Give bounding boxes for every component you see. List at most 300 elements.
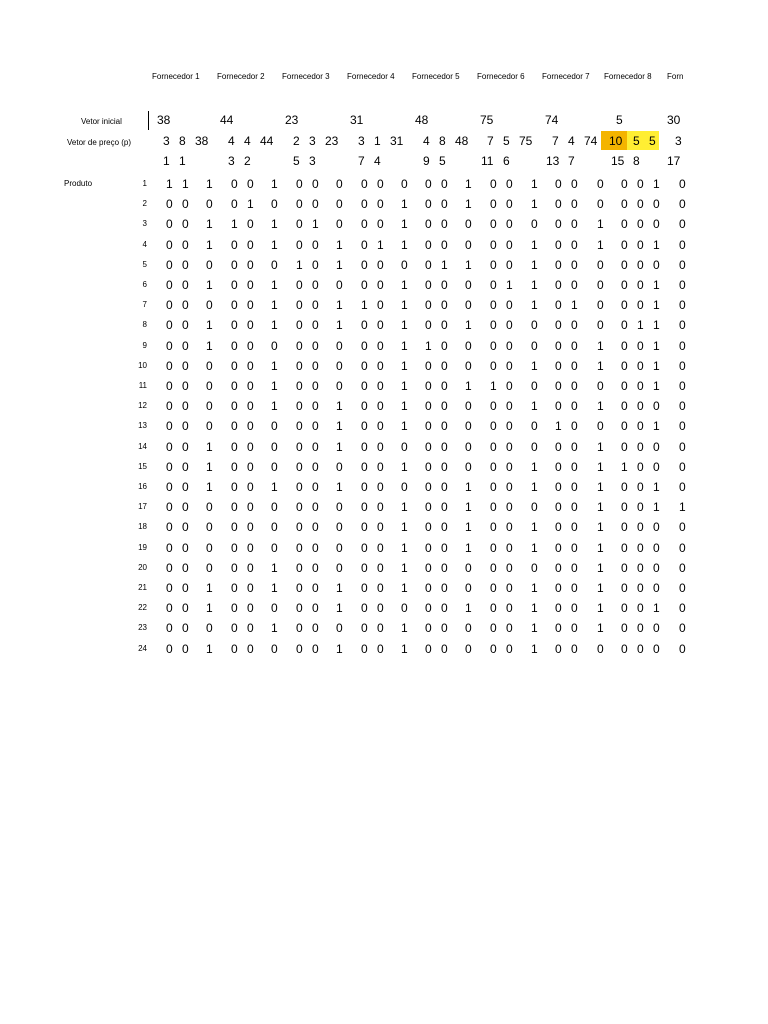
matrix-cell[interactable]: 0	[377, 581, 384, 595]
matrix-cell[interactable]: 0	[425, 621, 432, 636]
matrix-cell[interactable]: 0	[312, 520, 319, 535]
matrix-cell[interactable]: 1	[637, 318, 644, 333]
matrix-cell[interactable]: 1	[336, 298, 343, 313]
matrix-cell[interactable]: 1	[597, 581, 604, 595]
matrix-cell[interactable]: 0	[441, 560, 448, 575]
matrix-cell[interactable]: 0	[465, 641, 472, 656]
matrix-cell[interactable]: 0	[506, 520, 513, 535]
matrix-cell[interactable]: 0	[555, 399, 562, 414]
matrix-cell[interactable]: 0	[506, 197, 513, 212]
matrix-cell[interactable]: 0	[425, 379, 432, 393]
matrix-cell[interactable]: 0	[206, 560, 213, 575]
initial-vector-value[interactable]: 38	[157, 113, 171, 127]
matrix-cell[interactable]: 1	[465, 379, 472, 393]
matrix-cell[interactable]: 0	[555, 197, 562, 212]
matrix-cell[interactable]: 0	[555, 621, 562, 636]
matrix-cell[interactable]: 0	[441, 500, 448, 515]
initial-vector-value[interactable]: 5	[616, 113, 623, 127]
matrix-cell[interactable]: 0	[425, 197, 432, 212]
matrix-cell[interactable]: 0	[166, 379, 173, 393]
matrix-cell[interactable]: 0	[637, 217, 644, 232]
matrix-cell[interactable]: 0	[336, 379, 343, 393]
matrix-cell[interactable]: 0	[271, 500, 278, 515]
matrix-cell[interactable]: 0	[182, 257, 189, 272]
matrix-cell[interactable]: 0	[571, 217, 578, 232]
matrix-cell[interactable]: 1	[231, 217, 238, 232]
matrix-cell[interactable]: 0	[271, 197, 278, 212]
matrix-cell[interactable]: 0	[377, 217, 384, 232]
matrix-cell[interactable]: 0	[425, 540, 432, 555]
matrix-cell[interactable]: 0	[597, 379, 604, 393]
matrix-cell[interactable]: 0	[531, 338, 538, 353]
matrix-cell[interactable]: 0	[597, 197, 604, 212]
matrix-cell[interactable]: 1	[531, 520, 538, 535]
matrix-cell[interactable]: 0	[231, 480, 238, 494]
matrix-cell[interactable]: 0	[377, 278, 384, 292]
matrix-cell[interactable]: 0	[296, 439, 303, 454]
matrix-cell[interactable]: 1	[336, 439, 343, 454]
matrix-cell[interactable]: 0	[621, 257, 628, 272]
matrix-cell[interactable]: 1	[531, 621, 538, 636]
matrix-cell[interactable]: 0	[361, 439, 368, 454]
matrix-cell[interactable]: 0	[465, 298, 472, 313]
matrix-cell[interactable]: 1	[206, 581, 213, 595]
matrix-cell[interactable]: 0	[231, 459, 238, 474]
price-vector-value[interactable]: 3	[163, 134, 170, 148]
price-vector-value[interactable]: 5	[649, 134, 656, 148]
matrix-cell[interactable]: 1	[247, 197, 254, 212]
matrix-cell[interactable]: 0	[377, 480, 384, 494]
price-vector-index[interactable]: 7	[358, 154, 365, 168]
matrix-cell[interactable]: 0	[231, 379, 238, 393]
matrix-cell[interactable]: 0	[506, 318, 513, 333]
matrix-cell[interactable]: 0	[166, 641, 173, 656]
matrix-cell[interactable]: 0	[336, 338, 343, 353]
price-vector-value[interactable]: 74	[584, 134, 598, 148]
matrix-cell[interactable]: 0	[441, 358, 448, 373]
initial-vector-value[interactable]: 44	[220, 113, 234, 127]
matrix-cell[interactable]: 1	[597, 399, 604, 414]
matrix-cell[interactable]: 1	[597, 601, 604, 616]
matrix-cell[interactable]: 0	[555, 358, 562, 373]
matrix-cell[interactable]: 0	[441, 540, 448, 555]
matrix-cell[interactable]: 0	[312, 338, 319, 353]
initial-vector-value[interactable]: 31	[350, 113, 364, 127]
price-vector-value[interactable]: 10	[609, 134, 623, 148]
matrix-cell[interactable]: 0	[312, 237, 319, 252]
matrix-cell[interactable]: 0	[637, 177, 644, 191]
price-vector-index[interactable]: 2	[244, 154, 251, 168]
matrix-cell[interactable]: 1	[361, 298, 368, 313]
matrix-cell[interactable]: 0	[361, 641, 368, 656]
matrix-cell[interactable]: 0	[571, 641, 578, 656]
matrix-cell[interactable]: 0	[247, 480, 254, 494]
matrix-cell[interactable]: 0	[182, 560, 189, 575]
matrix-cell[interactable]: 0	[312, 621, 319, 636]
matrix-cell[interactable]: 0	[182, 459, 189, 474]
matrix-cell[interactable]: 0	[653, 439, 660, 454]
matrix-cell[interactable]: 0	[182, 641, 189, 656]
matrix-cell[interactable]: 0	[231, 621, 238, 636]
matrix-cell[interactable]: 0	[653, 641, 660, 656]
matrix-cell[interactable]: 0	[312, 560, 319, 575]
matrix-cell[interactable]: 1	[653, 298, 660, 313]
matrix-cell[interactable]: 0	[296, 540, 303, 555]
matrix-cell[interactable]: 0	[465, 237, 472, 252]
matrix-cell[interactable]: 0	[571, 540, 578, 555]
matrix-cell[interactable]: 0	[336, 197, 343, 212]
matrix-cell[interactable]: 0	[621, 621, 628, 636]
matrix-cell[interactable]: 0	[441, 318, 448, 333]
matrix-cell[interactable]: 0	[441, 480, 448, 494]
matrix-cell[interactable]: 0	[571, 237, 578, 252]
matrix-cell[interactable]: 0	[206, 298, 213, 313]
matrix-cell[interactable]: 1	[597, 338, 604, 353]
matrix-cell[interactable]: 0	[637, 257, 644, 272]
price-vector-index[interactable]: 1	[163, 154, 170, 168]
matrix-cell[interactable]: 0	[571, 560, 578, 575]
matrix-cell[interactable]: 0	[425, 399, 432, 414]
matrix-cell[interactable]: 0	[312, 439, 319, 454]
matrix-cell[interactable]: 1	[401, 358, 408, 373]
matrix-cell[interactable]: 1	[401, 197, 408, 212]
matrix-cell[interactable]: 0	[206, 399, 213, 414]
matrix-cell[interactable]: 0	[653, 257, 660, 272]
matrix-cell[interactable]: 0	[377, 540, 384, 555]
matrix-cell[interactable]: 0	[166, 237, 173, 252]
matrix-cell[interactable]: 0	[621, 217, 628, 232]
matrix-cell[interactable]: 0	[490, 217, 497, 232]
matrix-cell[interactable]: 0	[271, 641, 278, 656]
matrix-cell[interactable]: 1	[401, 560, 408, 575]
matrix-cell[interactable]: 0	[312, 480, 319, 494]
matrix-cell[interactable]: 0	[597, 177, 604, 191]
matrix-cell[interactable]: 0	[621, 379, 628, 393]
matrix-cell[interactable]: 1	[271, 621, 278, 636]
matrix-cell[interactable]: 0	[377, 298, 384, 313]
matrix-cell[interactable]: 0	[571, 278, 578, 292]
matrix-cell[interactable]: 1	[653, 419, 660, 434]
matrix-cell[interactable]: 0	[490, 540, 497, 555]
matrix-cell[interactable]: 0	[621, 439, 628, 454]
matrix-cell[interactable]: 1	[597, 459, 604, 474]
price-vector-value[interactable]: 1	[374, 134, 381, 148]
matrix-cell[interactable]: 0	[231, 581, 238, 595]
matrix-cell[interactable]: 1	[336, 318, 343, 333]
matrix-cell[interactable]: 0	[679, 318, 686, 333]
matrix-cell[interactable]: 0	[296, 237, 303, 252]
matrix-cell[interactable]: 0	[166, 540, 173, 555]
matrix-cell[interactable]: 0	[377, 338, 384, 353]
matrix-cell[interactable]: 0	[637, 197, 644, 212]
matrix-cell[interactable]: 0	[465, 358, 472, 373]
matrix-cell[interactable]: 0	[637, 358, 644, 373]
matrix-cell[interactable]: 0	[490, 641, 497, 656]
matrix-cell[interactable]: 1	[336, 419, 343, 434]
matrix-cell[interactable]: 0	[597, 278, 604, 292]
price-vector-index[interactable]: 8	[633, 154, 640, 168]
matrix-cell[interactable]: 1	[653, 338, 660, 353]
matrix-cell[interactable]: 0	[490, 399, 497, 414]
matrix-cell[interactable]: 0	[271, 540, 278, 555]
matrix-cell[interactable]: 0	[312, 358, 319, 373]
matrix-cell[interactable]: 0	[441, 621, 448, 636]
matrix-cell[interactable]: 0	[247, 278, 254, 292]
matrix-cell[interactable]: 0	[441, 177, 448, 191]
matrix-cell[interactable]: 0	[312, 197, 319, 212]
matrix-cell[interactable]: 1	[206, 601, 213, 616]
matrix-cell[interactable]: 0	[465, 217, 472, 232]
matrix-cell[interactable]: 0	[166, 480, 173, 494]
matrix-cell[interactable]: 0	[621, 237, 628, 252]
price-vector-index[interactable]: 5	[439, 154, 446, 168]
matrix-cell[interactable]: 0	[425, 177, 432, 191]
matrix-cell[interactable]: 1	[465, 520, 472, 535]
price-vector-value[interactable]: 8	[179, 134, 186, 148]
matrix-cell[interactable]: 0	[425, 560, 432, 575]
matrix-cell[interactable]: 1	[653, 379, 660, 393]
matrix-cell[interactable]: 1	[206, 439, 213, 454]
matrix-cell[interactable]: 0	[506, 338, 513, 353]
matrix-cell[interactable]: 0	[166, 520, 173, 535]
matrix-cell[interactable]: 0	[621, 581, 628, 595]
matrix-cell[interactable]: 0	[247, 338, 254, 353]
matrix-cell[interactable]: 0	[506, 257, 513, 272]
matrix-cell[interactable]: 1	[401, 318, 408, 333]
matrix-cell[interactable]: 0	[679, 419, 686, 434]
matrix-cell[interactable]: 0	[231, 641, 238, 656]
matrix-cell[interactable]: 0	[312, 581, 319, 595]
matrix-cell[interactable]: 1	[597, 621, 604, 636]
matrix-cell[interactable]: 1	[401, 419, 408, 434]
matrix-cell[interactable]: 0	[637, 338, 644, 353]
matrix-cell[interactable]: 0	[206, 540, 213, 555]
matrix-cell[interactable]: 0	[490, 278, 497, 292]
matrix-cell[interactable]: 0	[506, 500, 513, 515]
matrix-cell[interactable]: 0	[555, 560, 562, 575]
price-vector-value[interactable]: 7	[487, 134, 494, 148]
matrix-cell[interactable]: 0	[490, 318, 497, 333]
matrix-cell[interactable]: 0	[247, 601, 254, 616]
matrix-cell[interactable]: 1	[653, 358, 660, 373]
matrix-cell[interactable]: 0	[231, 439, 238, 454]
matrix-cell[interactable]: 0	[679, 520, 686, 535]
matrix-cell[interactable]: 0	[637, 298, 644, 313]
matrix-cell[interactable]: 0	[296, 520, 303, 535]
matrix-cell[interactable]: 0	[271, 520, 278, 535]
matrix-cell[interactable]: 0	[361, 500, 368, 515]
matrix-cell[interactable]: 0	[531, 419, 538, 434]
matrix-cell[interactable]: 1	[465, 197, 472, 212]
price-vector-value[interactable]: 4	[423, 134, 430, 148]
matrix-cell[interactable]: 0	[312, 298, 319, 313]
matrix-cell[interactable]: 1	[401, 540, 408, 555]
matrix-cell[interactable]: 0	[506, 581, 513, 595]
matrix-cell[interactable]: 1	[401, 500, 408, 515]
matrix-cell[interactable]: 0	[597, 419, 604, 434]
matrix-cell[interactable]: 1	[206, 338, 213, 353]
matrix-cell[interactable]: 1	[597, 237, 604, 252]
matrix-cell[interactable]: 0	[637, 540, 644, 555]
matrix-cell[interactable]: 0	[506, 641, 513, 656]
matrix-cell[interactable]: 0	[312, 257, 319, 272]
matrix-cell[interactable]: 0	[377, 500, 384, 515]
matrix-cell[interactable]: 0	[637, 480, 644, 494]
matrix-cell[interactable]: 0	[377, 459, 384, 474]
matrix-cell[interactable]: 0	[441, 601, 448, 616]
matrix-cell[interactable]: 0	[531, 318, 538, 333]
matrix-cell[interactable]: 0	[679, 298, 686, 313]
matrix-cell[interactable]: 0	[555, 601, 562, 616]
price-vector-index[interactable]: 9	[423, 154, 430, 168]
matrix-cell[interactable]: 0	[679, 439, 686, 454]
matrix-cell[interactable]: 0	[377, 621, 384, 636]
matrix-cell[interactable]: 1	[401, 379, 408, 393]
matrix-cell[interactable]: 0	[247, 621, 254, 636]
matrix-cell[interactable]: 0	[247, 641, 254, 656]
matrix-cell[interactable]: 0	[361, 177, 368, 191]
matrix-cell[interactable]: 0	[637, 278, 644, 292]
matrix-cell[interactable]: 1	[531, 480, 538, 494]
matrix-cell[interactable]: 1	[679, 500, 686, 515]
matrix-cell[interactable]: 0	[166, 439, 173, 454]
matrix-cell[interactable]: 0	[231, 601, 238, 616]
matrix-cell[interactable]: 0	[555, 520, 562, 535]
matrix-cell[interactable]: 0	[679, 358, 686, 373]
matrix-cell[interactable]: 0	[679, 379, 686, 393]
matrix-cell[interactable]: 0	[361, 237, 368, 252]
matrix-cell[interactable]: 0	[571, 500, 578, 515]
matrix-cell[interactable]: 0	[490, 581, 497, 595]
matrix-cell[interactable]: 1	[401, 278, 408, 292]
matrix-cell[interactable]: 1	[206, 177, 213, 191]
matrix-cell[interactable]: 0	[231, 177, 238, 191]
matrix-cell[interactable]: 0	[271, 601, 278, 616]
matrix-cell[interactable]: 0	[271, 419, 278, 434]
matrix-cell[interactable]: 0	[506, 217, 513, 232]
matrix-cell[interactable]: 0	[182, 358, 189, 373]
matrix-cell[interactable]: 0	[231, 560, 238, 575]
matrix-cell[interactable]: 1	[206, 480, 213, 494]
matrix-cell[interactable]: 0	[312, 500, 319, 515]
matrix-cell[interactable]: 0	[166, 217, 173, 232]
matrix-cell[interactable]: 0	[679, 480, 686, 494]
matrix-cell[interactable]: 0	[621, 358, 628, 373]
matrix-cell[interactable]: 0	[555, 439, 562, 454]
matrix-cell[interactable]: 0	[247, 358, 254, 373]
matrix-cell[interactable]: 0	[296, 358, 303, 373]
matrix-cell[interactable]: 0	[377, 641, 384, 656]
matrix-cell[interactable]: 0	[296, 641, 303, 656]
matrix-cell[interactable]: 0	[206, 379, 213, 393]
matrix-cell[interactable]: 0	[555, 459, 562, 474]
matrix-cell[interactable]: 1	[621, 459, 628, 474]
matrix-cell[interactable]: 0	[166, 581, 173, 595]
matrix-cell[interactable]: 0	[571, 257, 578, 272]
matrix-cell[interactable]: 0	[377, 358, 384, 373]
matrix-cell[interactable]: 0	[247, 217, 254, 232]
matrix-cell[interactable]: 0	[490, 500, 497, 515]
matrix-cell[interactable]: 0	[490, 621, 497, 636]
matrix-cell[interactable]: 0	[621, 399, 628, 414]
matrix-cell[interactable]: 0	[621, 298, 628, 313]
matrix-cell[interactable]: 1	[597, 540, 604, 555]
matrix-cell[interactable]: 0	[182, 601, 189, 616]
matrix-cell[interactable]: 0	[531, 379, 538, 393]
matrix-cell[interactable]: 0	[361, 621, 368, 636]
matrix-cell[interactable]: 0	[441, 379, 448, 393]
matrix-cell[interactable]: 0	[531, 560, 538, 575]
matrix-cell[interactable]: 0	[377, 197, 384, 212]
matrix-cell[interactable]: 0	[231, 500, 238, 515]
matrix-cell[interactable]: 1	[555, 419, 562, 434]
price-vector-value[interactable]: 23	[325, 134, 339, 148]
matrix-cell[interactable]: 0	[465, 278, 472, 292]
matrix-cell[interactable]: 0	[679, 278, 686, 292]
matrix-cell[interactable]: 0	[490, 338, 497, 353]
price-vector-value[interactable]: 4	[568, 134, 575, 148]
matrix-cell[interactable]: 0	[312, 318, 319, 333]
matrix-cell[interactable]: 0	[679, 399, 686, 414]
matrix-cell[interactable]: 0	[336, 621, 343, 636]
matrix-cell[interactable]: 0	[361, 459, 368, 474]
matrix-cell[interactable]: 0	[182, 520, 189, 535]
matrix-cell[interactable]: 0	[231, 540, 238, 555]
matrix-cell[interactable]: 0	[441, 217, 448, 232]
matrix-cell[interactable]: 0	[555, 379, 562, 393]
matrix-cell[interactable]: 1	[401, 621, 408, 636]
matrix-cell[interactable]: 1	[271, 581, 278, 595]
matrix-cell[interactable]: 0	[312, 459, 319, 474]
price-vector-index[interactable]: 4	[374, 154, 381, 168]
matrix-cell[interactable]: 0	[490, 237, 497, 252]
matrix-cell[interactable]: 1	[206, 278, 213, 292]
matrix-cell[interactable]: 0	[361, 399, 368, 414]
price-vector-index[interactable]: 15	[611, 154, 625, 168]
matrix-cell[interactable]: 1	[206, 641, 213, 656]
price-vector-value[interactable]: 4	[228, 134, 235, 148]
matrix-cell[interactable]: 1	[465, 540, 472, 555]
matrix-cell[interactable]: 0	[621, 177, 628, 191]
matrix-cell[interactable]: 0	[621, 540, 628, 555]
price-vector-value[interactable]: 3	[675, 134, 682, 148]
matrix-cell[interactable]: 1	[271, 177, 278, 191]
matrix-cell[interactable]: 0	[490, 197, 497, 212]
matrix-cell[interactable]: 1	[401, 217, 408, 232]
matrix-cell[interactable]: 0	[555, 257, 562, 272]
matrix-cell[interactable]: 0	[441, 338, 448, 353]
matrix-cell[interactable]: 0	[425, 500, 432, 515]
matrix-cell[interactable]: 0	[206, 257, 213, 272]
matrix-cell[interactable]: 1	[571, 298, 578, 313]
matrix-cell[interactable]: 0	[361, 358, 368, 373]
matrix-cell[interactable]: 0	[637, 237, 644, 252]
matrix-cell[interactable]: 0	[653, 399, 660, 414]
matrix-cell[interactable]: 0	[506, 419, 513, 434]
matrix-cell[interactable]: 0	[377, 257, 384, 272]
matrix-cell[interactable]: 0	[555, 237, 562, 252]
matrix-cell[interactable]: 0	[182, 298, 189, 313]
matrix-cell[interactable]: 1	[531, 237, 538, 252]
matrix-cell[interactable]: 0	[679, 217, 686, 232]
matrix-cell[interactable]: 0	[441, 419, 448, 434]
matrix-cell[interactable]: 0	[247, 177, 254, 191]
matrix-cell[interactable]: 1	[597, 358, 604, 373]
initial-vector-value[interactable]: 75	[480, 113, 494, 127]
matrix-cell[interactable]: 1	[531, 399, 538, 414]
matrix-cell[interactable]: 0	[679, 641, 686, 656]
price-vector-index[interactable]: 3	[309, 154, 316, 168]
